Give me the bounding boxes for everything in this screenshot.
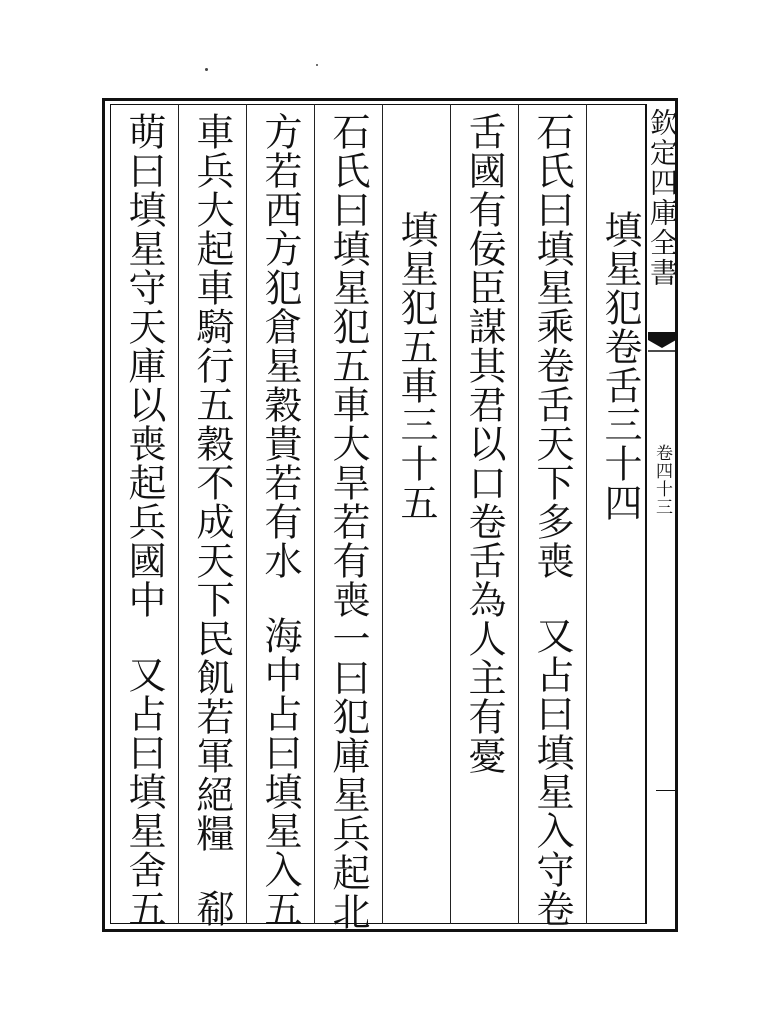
book-title: 欽定四庫全書 — [646, 108, 679, 288]
fishtail-mark-icon — [646, 330, 678, 352]
scan-speck — [205, 68, 208, 71]
body-text: 萌曰填星守天庫以喪起兵國中 — [122, 112, 166, 619]
text-column-5 — [318, 112, 378, 931]
body-text: 方若西方犯倉星穀貴若有水 — [258, 112, 302, 580]
body-text: 海中占曰填星入五 — [258, 616, 302, 928]
text-column-4 — [386, 210, 446, 1010]
body-text: 又占曰填星舍五 — [122, 655, 166, 928]
body-text: 舌國有佞臣謀其君以口卷舌為人主有憂 — [462, 112, 506, 775]
heading-text: 填星犯卷舌三十四 — [598, 210, 642, 522]
column-rule — [314, 104, 315, 924]
margin-tick — [656, 790, 676, 791]
body-text: 車兵大起車騎行五穀不成天下民飢若軍絕糧 — [190, 112, 234, 853]
body-text: 石氏曰填星乘卷舌天下多喪 — [530, 112, 574, 580]
body-text: 又占曰填星入守卷 — [530, 616, 574, 928]
text-column-3 — [454, 112, 514, 912]
juan-label: 卷四十三 — [652, 444, 672, 516]
scan-speck — [316, 64, 318, 66]
column-rule — [382, 104, 383, 924]
text-column-1 — [590, 210, 650, 1010]
column-rule — [246, 104, 247, 924]
text-column-6 — [250, 112, 310, 928]
column-rule — [178, 104, 179, 924]
body-text: 郗 — [190, 889, 234, 928]
heading-text: 填星犯五車三十五 — [394, 210, 438, 522]
body-text: 石氏曰填星犯五車大旱若有喪一曰犯庫星兵起北 — [326, 112, 370, 931]
text-column-2 — [522, 112, 582, 928]
text-column-8 — [114, 112, 174, 928]
column-rule — [586, 104, 587, 924]
column-rule — [450, 104, 451, 924]
text-column-7 — [182, 112, 242, 928]
column-rule — [518, 104, 519, 924]
